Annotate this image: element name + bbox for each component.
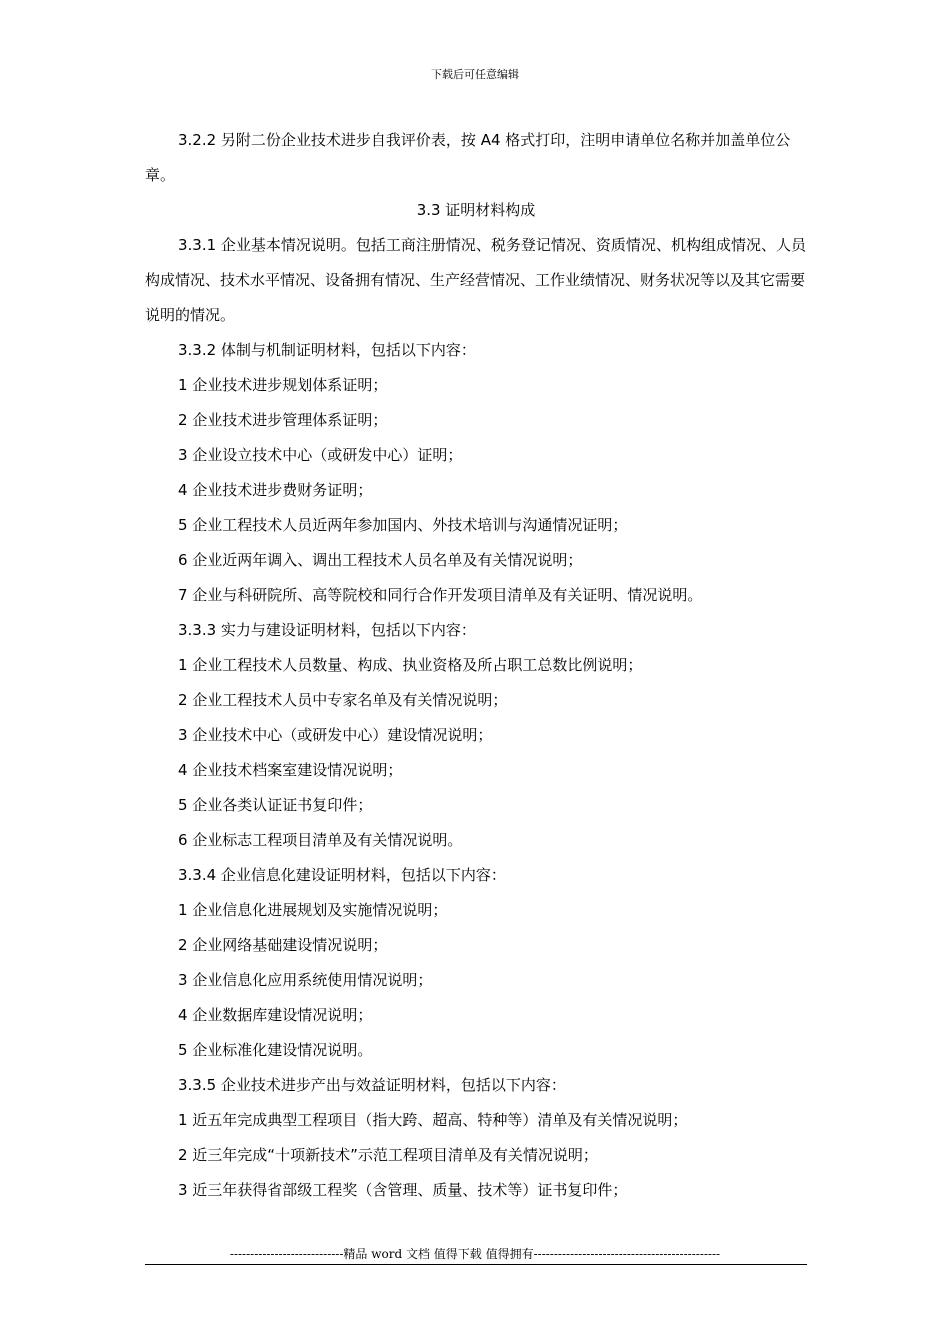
footer-rule: [145, 1264, 807, 1265]
list-item: 3 企业技术中心（或研发中心）建设情况说明；: [178, 726, 493, 744]
paragraph: 3.3.3 实力与建设证明材料，包括以下内容：: [178, 621, 476, 639]
list-item: 2 近三年完成“十项新技术”示范工程项目清单及有关情况说明；: [178, 1146, 598, 1164]
list-item: 5 企业工程技术人员近两年参加国内、外技术培训与沟通情况证明；: [178, 516, 628, 534]
list-item: 7 企业与科研院所、高等院校和同行合作开发项目清单及有关证明、情况说明。: [178, 586, 703, 604]
list-item: 6 企业近两年调入、调出工程技术人员名单及有关情况说明；: [178, 551, 583, 569]
list-item: 1 企业技术进步规划体系证明；: [178, 376, 388, 394]
list-item: 5 企业标准化建设情况说明。: [178, 1041, 373, 1059]
list-item: 4 企业技术进步费财务证明；: [178, 481, 373, 499]
paragraph: 3.3.2 体制与机制证明材料，包括以下内容：: [178, 341, 476, 359]
list-item: 2 企业工程技术人员中专家名单及有关情况说明；: [178, 691, 508, 709]
list-item: 3 近三年获得省部级工程奖（含管理、质量、技术等）证书复印件；: [178, 1181, 628, 1199]
list-item: 3 企业设立技术中心（或研发中心）证明；: [178, 446, 463, 464]
list-item: 1 企业工程技术人员数量、构成、执业资格及所占职工总数比例说明；: [178, 656, 643, 674]
list-item: 6 企业标志工程项目清单及有关情况说明。: [178, 831, 463, 849]
page-footer: ----------------------------精品 word 文档 值得下载 值得拥有----------------------------------------------: [229, 1247, 721, 1261]
paragraph: 3.3.1 企业基本情况说明。包括工商注册情况、税务登记情况、资质情况、机构组成情况、人员构成情况、技术水平情况、设备拥有情况、生产经营情况、工作业绩情况、财务状况等以及其它需要说明的情况。: [145, 236, 806, 324]
section-heading: 3.3 证明材料构成: [416, 201, 536, 219]
list-item: 5 企业各类认证证书复印件；: [178, 796, 373, 814]
list-item: 4 企业技术档案室建设情况说明；: [178, 761, 403, 779]
list-item: 3 企业信息化应用系统使用情况说明；: [178, 971, 433, 989]
list-item: 1 近五年完成典型工程项目（指大跨、超高、特种等）清单及有关情况说明；: [178, 1111, 688, 1129]
document-body: [145, 123, 807, 1208]
list-item: 4 企业数据库建设情况说明；: [178, 1006, 373, 1024]
list-item: 2 企业网络基础建设情况说明；: [178, 936, 388, 954]
page-header: 下载后可任意编辑: [431, 68, 519, 81]
list-item: 1 企业信息化进展规划及实施情况说明；: [178, 901, 448, 919]
paragraph: 3.3.5 企业技术进步产出与效益证明材料，包括以下内容：: [178, 1076, 566, 1094]
paragraph: 3.3.4 企业信息化建设证明材料，包括以下内容：: [178, 866, 506, 884]
paragraph: 3.2.2 另附二份企业技术进步自我评价表，按 A4 格式打印，注明申请单位名称并加盖单位公章。: [145, 131, 791, 184]
list-item: 2 企业技术进步管理体系证明；: [178, 411, 388, 429]
